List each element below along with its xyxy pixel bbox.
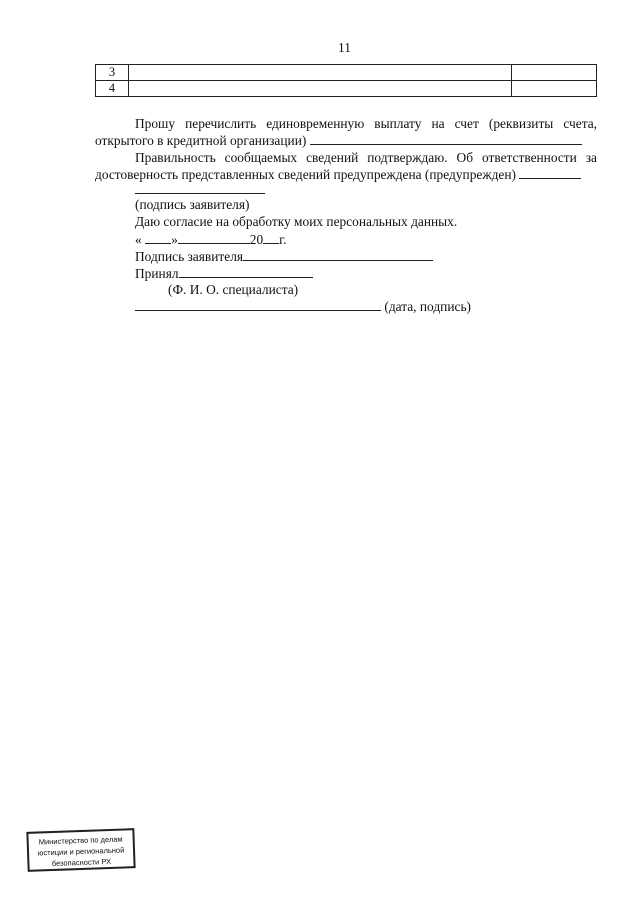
paragraph-line: достоверность представленных сведений предупреждена (предупрежден): [95, 167, 516, 182]
payment-request-paragraph: [95, 115, 597, 183]
row-value: [512, 81, 597, 97]
accepted-label: Принял: [135, 266, 179, 281]
signature-line: [135, 180, 265, 194]
signature-caption: (подпись заявителя): [135, 197, 250, 212]
paragraph-line: Прошу перечислить единовременную выплату на счет (реквизиты счета,: [135, 116, 597, 131]
year-field: [263, 231, 279, 244]
specialist-name-field: [179, 265, 313, 278]
row-number: 4: [96, 81, 129, 97]
stamp-line: безопасности РХ: [51, 856, 112, 869]
page-number: 11: [338, 40, 351, 55]
applicant-signature-field: [243, 248, 433, 261]
stamp-line: Министерство по делам: [38, 834, 123, 847]
table-row: [96, 65, 597, 81]
specialist-caption: (Ф. И. О. специалиста): [168, 282, 299, 297]
month-field: [178, 231, 250, 244]
paragraph-line: открытого в кредитной организации): [95, 133, 307, 148]
consent-text: Даю согласие на обработку моих персональных данных.: [135, 214, 458, 229]
date-signature-caption: (дата, подпись): [384, 299, 472, 314]
day-field: [145, 231, 171, 244]
stamp-line: юстиции и региональной: [37, 845, 125, 858]
row-text: [129, 65, 512, 81]
row-text: [129, 81, 512, 97]
form-table: [95, 64, 597, 97]
paragraph-line: Правильность сообщаемых сведений подтверждаю. Об ответственности за: [135, 150, 597, 165]
table-row: [96, 81, 597, 97]
warned-signature-field: [519, 166, 581, 179]
year-prefix: 20: [249, 232, 264, 247]
applicant-signature-label: Подпись заявителя: [135, 249, 244, 264]
quote-open: «: [135, 232, 142, 247]
quote-close: »: [171, 232, 178, 247]
date-line: [135, 231, 287, 248]
year-suffix: г.: [279, 232, 287, 247]
row-value: [512, 65, 597, 81]
date-signature-field: [135, 298, 381, 311]
ministry-stamp: [26, 828, 135, 872]
account-details-field: [310, 132, 582, 145]
row-number: 3: [96, 65, 129, 81]
